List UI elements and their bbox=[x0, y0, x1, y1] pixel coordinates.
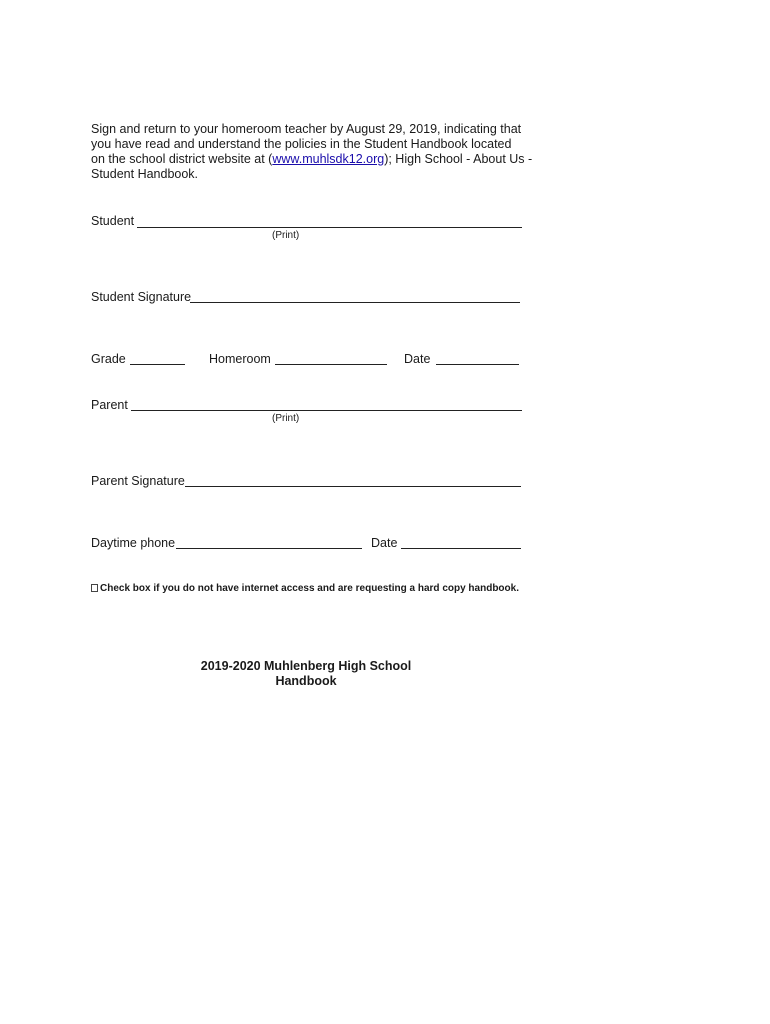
student-print-note: (Print) bbox=[272, 230, 300, 241]
instructions-line-2: you have read and understand the policies in the Student Handbook located bbox=[91, 137, 512, 151]
hard-copy-request bbox=[91, 583, 519, 595]
parent-label: Parent bbox=[91, 398, 128, 412]
hard-copy-checkbox[interactable] bbox=[91, 584, 98, 592]
parent-date-field[interactable] bbox=[401, 548, 521, 549]
homeroom-field[interactable] bbox=[275, 364, 387, 365]
handbook-title-line-2: Handbook bbox=[275, 674, 337, 688]
parent-signature-field[interactable] bbox=[185, 486, 521, 487]
student-date-field[interactable] bbox=[436, 364, 519, 365]
grade-label: Grade bbox=[91, 352, 126, 366]
parent-name-field[interactable] bbox=[131, 410, 522, 411]
homeroom-label: Homeroom bbox=[209, 352, 271, 366]
instructions-line-3 bbox=[91, 152, 551, 167]
parent-print-note: (Print) bbox=[272, 413, 300, 424]
handbook-title-line-1: 2019-2020 Muhlenberg High School bbox=[200, 659, 412, 673]
district-website-link[interactable]: www.muhlsdk12.org bbox=[272, 152, 385, 166]
daytime-phone-field[interactable] bbox=[176, 548, 362, 549]
parent-signature-label: Parent Signature bbox=[91, 474, 185, 488]
instructions-line-3-post: ); High School - About Us - bbox=[384, 152, 533, 166]
student-date-label: Date bbox=[404, 352, 431, 366]
student-name-field[interactable] bbox=[137, 227, 522, 228]
student-signature-label: Student Signature bbox=[91, 290, 192, 304]
student-signature-field[interactable] bbox=[190, 302, 520, 303]
instructions-line-1: Sign and return to your homeroom teacher by August 29, 2019, indicating that bbox=[91, 122, 522, 136]
grade-field[interactable] bbox=[130, 364, 185, 365]
instructions-line-3-pre: on the school district website at ( bbox=[91, 152, 273, 166]
instructions-line-4: Student Handbook. bbox=[91, 167, 199, 181]
instructions-paragraph bbox=[91, 122, 551, 182]
student-label: Student bbox=[91, 214, 135, 228]
daytime-phone-label: Daytime phone bbox=[91, 536, 176, 550]
hard-copy-checkbox-label: Check box if you do not have internet access and are requesting a hard copy handbook. bbox=[100, 583, 519, 594]
parent-date-label: Date bbox=[371, 536, 398, 550]
handbook-title bbox=[180, 659, 432, 689]
